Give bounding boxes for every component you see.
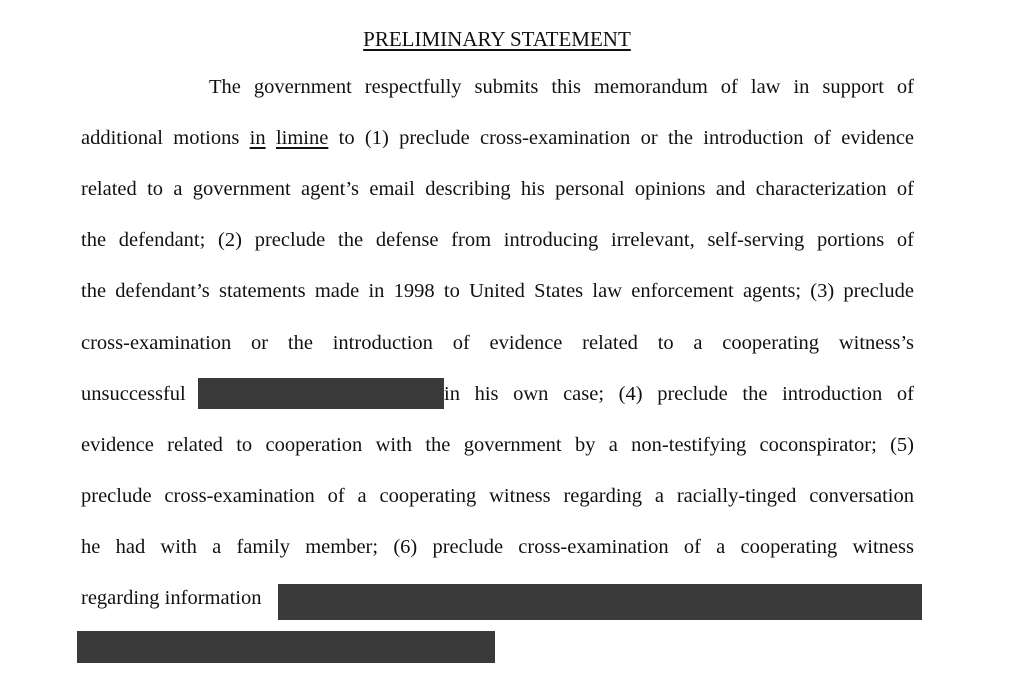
paragraph-line-8: evidence related to cooperation with the government by a non-testifying coconspirator; (5)	[81, 434, 914, 456]
paragraph-line-6: cross-examination or the introduction of evidence related to a cooperating witness’s	[81, 332, 914, 354]
paragraph-line-4: the defendant; (2) preclude the defense from introducing irrelevant, self-serving portions of	[81, 229, 914, 251]
redaction-box-2	[278, 584, 922, 620]
paragraph-line-2	[81, 123, 914, 153]
paragraph-line-10: he had with a family member; (6) preclude cross-examination of a cooperating witness	[81, 536, 914, 558]
paragraph-line-7-end: in his own case; (4) preclude the introduction of	[444, 383, 914, 405]
line-2-text-end: to (1) preclude cross-examination or the introduction of evidence	[338, 127, 914, 149]
section-heading: PRELIMINARY STATEMENT	[363, 27, 631, 51]
limine-word: limine	[275, 127, 329, 149]
paragraph-line-7-start: unsuccessful	[81, 383, 186, 405]
redaction-box-1	[198, 378, 444, 409]
redaction-box-3	[77, 631, 495, 663]
paragraph-line-11-start: regarding information	[81, 587, 262, 609]
paragraph-line-5: the defendant’s statements made in 1998 to United States law enforcement agents; (3) preclude	[81, 280, 914, 302]
paragraph-line-3: related to a government agent’s email describing his personal opinions and characterization of	[81, 178, 914, 200]
line-2-text-start: additional motions	[81, 127, 240, 149]
in-word: in	[249, 127, 266, 149]
paragraph-line-9: preclude cross-examination of a cooperating witness regarding a racially-tinged conversation	[81, 485, 914, 507]
paragraph-line-1: The government respectfully submits this memorandum of law in support of	[209, 76, 914, 98]
